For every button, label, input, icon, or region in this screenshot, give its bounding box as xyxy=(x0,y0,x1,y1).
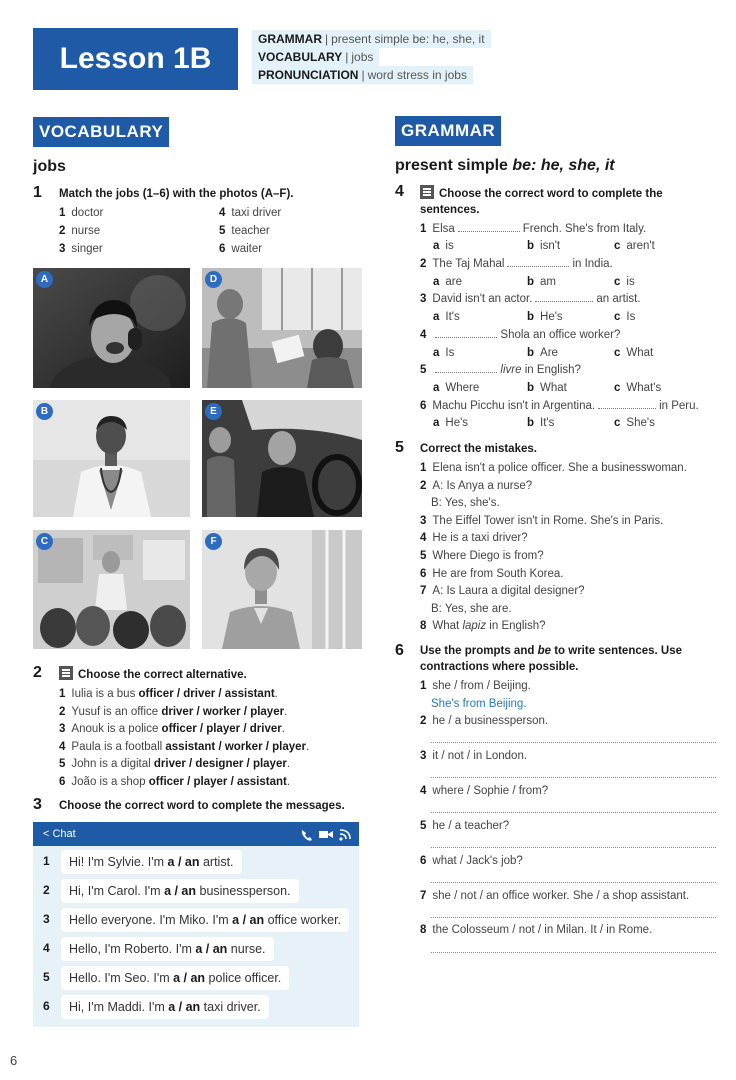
question-item: 3 David isn't an actor. an artist. xyxy=(420,293,641,305)
exercise-instruction: Choose the correct word to complete the sentences. xyxy=(420,185,685,218)
chat-message: 3 Hello everyone. I'm Miko. I'm a / an office worker. xyxy=(33,908,359,932)
worksheet-icon xyxy=(59,666,73,680)
photo-label: E xyxy=(205,403,222,420)
photo-c-teacher xyxy=(33,530,190,649)
prompt-item: 5 he / a teacher? xyxy=(420,820,510,832)
chat-header xyxy=(33,822,359,846)
list-item: 2 A: Is Anya a nurse? xyxy=(420,480,533,492)
answer-line[interactable] xyxy=(431,777,716,778)
exercise-number: 5 xyxy=(395,439,404,456)
chat-message: 4 Hello, I'm Roberto. I'm a / an nurse. xyxy=(33,937,359,961)
photo-a-singer xyxy=(33,268,190,388)
vocabulary-subhead: jobs xyxy=(33,158,66,175)
grammar-subhead: present simple be: he, she, it xyxy=(395,157,615,174)
prompt-item: 4 where / Sophie / from? xyxy=(420,785,549,797)
photo-label: A xyxy=(36,271,53,288)
option-c[interactable]: c aren't xyxy=(614,240,655,252)
focus-vocabulary: VOCABULARY | jobs xyxy=(252,48,379,66)
chat-message: 2 Hi, I'm Carol. I'm a / an businessperson. xyxy=(33,879,359,903)
option-a[interactable]: a Is xyxy=(433,347,455,359)
list-item: 3 singer xyxy=(59,243,103,255)
page-number: 6 xyxy=(10,1053,18,1068)
list-item: 4 He is a taxi driver? xyxy=(420,532,528,544)
exercise-instruction: Choose the correct word to complete the messages. xyxy=(59,800,345,812)
exercise-number: 1 xyxy=(33,184,42,201)
option-a[interactable]: a He's xyxy=(433,417,469,429)
list-item: 3 The Eiffel Tower isn't in Rome. She's in Paris. xyxy=(420,515,664,527)
prompt-item: 2 he / a businessperson. xyxy=(420,715,549,727)
exercise-number: 6 xyxy=(395,642,404,659)
question-item: 1 Elsa French. She's from Italy. xyxy=(420,223,647,235)
option-c[interactable]: c is xyxy=(614,276,635,288)
message-bubble[interactable]: Hi, I'm Maddi. I'm a / an taxi driver. xyxy=(61,995,269,1019)
list-item[interactable]: 1 Iulia is a bus officer / driver / assistant. xyxy=(59,688,278,700)
chat-message: 5 Hello. I'm Seo. I'm a / an police officer. xyxy=(33,966,359,990)
option-c[interactable]: c Is xyxy=(614,311,636,323)
list-item: 1 Elena isn't a police officer. She a businesswoman. xyxy=(420,462,687,474)
option-a[interactable]: a Where xyxy=(433,382,480,394)
chat-message: 1 Hi! I'm Sylvie. I'm a / an artist. xyxy=(33,850,359,874)
exercise-number: 4 xyxy=(395,183,404,200)
photo-label: D xyxy=(205,271,222,288)
answer-line[interactable] xyxy=(431,847,716,848)
list-item[interactable]: 6 João is a shop officer / player / assistant. xyxy=(59,776,291,788)
option-b[interactable]: b What xyxy=(527,382,567,394)
option-a[interactable]: a It's xyxy=(433,311,460,323)
focus-pronunciation: PRONUNCIATION | word stress in jobs xyxy=(252,66,473,84)
list-item: 1 doctor xyxy=(59,207,104,219)
question-item: 5 livre in English? xyxy=(420,364,581,376)
message-bubble[interactable]: Hi, I'm Carol. I'm a / an businessperson. xyxy=(61,879,299,903)
chat-message: 6 Hi, I'm Maddi. I'm a / an taxi driver. xyxy=(33,995,359,1019)
worksheet-icon xyxy=(420,185,434,199)
focus-grammar: GRAMMAR | present simple be: he, she, it xyxy=(252,30,491,48)
answer-line[interactable] xyxy=(431,952,716,953)
list-item[interactable]: 5 John is a digital driver / designer / player. xyxy=(59,758,291,770)
list-item: 8 What lapiz in English? xyxy=(420,620,546,632)
option-b[interactable]: b It's xyxy=(527,417,555,429)
list-item: B: Yes, she's. xyxy=(431,497,500,509)
list-item: 5 teacher xyxy=(219,225,270,237)
prompt-item: 7 she / not / an office worker. She / a shop assistant. xyxy=(420,890,690,902)
list-item[interactable]: 2 Yusuf is an office driver / worker / player. xyxy=(59,706,288,718)
photo-b-doctor xyxy=(33,400,190,517)
list-item: 5 Where Diego is from? xyxy=(420,550,544,562)
list-item: 4 taxi driver xyxy=(219,207,282,219)
option-a[interactable]: a is xyxy=(433,240,454,252)
option-b[interactable]: b isn't xyxy=(527,240,561,252)
photo-label: C xyxy=(36,533,53,550)
message-bubble[interactable]: Hello. I'm Seo. I'm a / an police officer. xyxy=(61,966,289,990)
message-bubble[interactable]: Hello everyone. I'm Miko. I'm a / an office worker. xyxy=(61,908,349,932)
question-item: 2 The Taj Mahal in India. xyxy=(420,258,613,270)
photo-label: B xyxy=(36,403,53,420)
option-b[interactable]: b am xyxy=(527,276,557,288)
question-item: 4 Shola an office worker? xyxy=(420,329,621,341)
list-item[interactable]: 4 Paula is a football assistant / worker / player. xyxy=(59,741,310,753)
list-item: 6 He are from South Korea. xyxy=(420,568,564,580)
message-bubble[interactable]: Hello, I'm Roberto. I'm a / an nurse. xyxy=(61,937,274,961)
photo-d-waiter xyxy=(202,268,362,388)
prompt-item: 1 she / from / Beijing. xyxy=(420,680,531,692)
option-b[interactable]: b Are xyxy=(527,347,558,359)
option-c[interactable]: c What xyxy=(614,347,654,359)
answer-line[interactable] xyxy=(431,742,716,743)
photo-f-nurse xyxy=(202,530,362,649)
question-item: 6 Machu Picchu isn't in Argentina. in Peru. xyxy=(420,400,699,412)
exercise-instruction: Match the jobs (1–6) with the photos (A–F). xyxy=(59,188,294,200)
list-item: 2 nurse xyxy=(59,225,101,237)
grammar-banner: GRAMMAR xyxy=(395,116,501,146)
option-c[interactable]: c What's xyxy=(614,382,662,394)
message-bubble[interactable]: Hi! I'm Sylvie. I'm a / an artist. xyxy=(61,850,242,874)
answer-line[interactable] xyxy=(431,882,716,883)
list-item: B: Yes, she are. xyxy=(431,603,512,615)
exercise-number: 2 xyxy=(33,664,42,681)
photo-label: F xyxy=(205,533,222,550)
list-item[interactable]: 3 Anouk is a police officer / player / driver. xyxy=(59,723,285,735)
list-item: 7 A: Is Laura a digital designer? xyxy=(420,585,585,597)
prompt-item: 3 it / not / in London. xyxy=(420,750,528,762)
exercise-instruction: Correct the mistakes. xyxy=(420,443,537,455)
chat-panel xyxy=(33,822,359,1027)
exercise-instruction: Choose the correct alternative. xyxy=(59,666,247,683)
vocabulary-banner: VOCABULARY xyxy=(33,117,169,147)
prompt-item: 6 what / Jack's job? xyxy=(420,855,523,867)
exercise-instruction: Use the prompts and be to write sentences. Use contractions where possible. xyxy=(420,645,683,673)
answer-line[interactable] xyxy=(431,917,716,918)
photo-e-taxi-driver xyxy=(202,400,362,517)
chat-back-title[interactable]: < Chat xyxy=(43,828,76,840)
prompt-item: 8 the Colosseum / not / in Milan. It / in Rome. xyxy=(420,924,653,936)
example-answer: She's from Beijing. xyxy=(431,698,527,710)
list-item: 6 waiter xyxy=(219,243,263,255)
option-a[interactable]: a are xyxy=(433,276,463,288)
exercise-number: 3 xyxy=(33,796,42,813)
lesson-title: Lesson 1B xyxy=(33,28,238,90)
answer-line[interactable] xyxy=(431,812,716,813)
option-c[interactable]: c She's xyxy=(614,417,655,429)
option-b[interactable]: b He's xyxy=(527,311,563,323)
